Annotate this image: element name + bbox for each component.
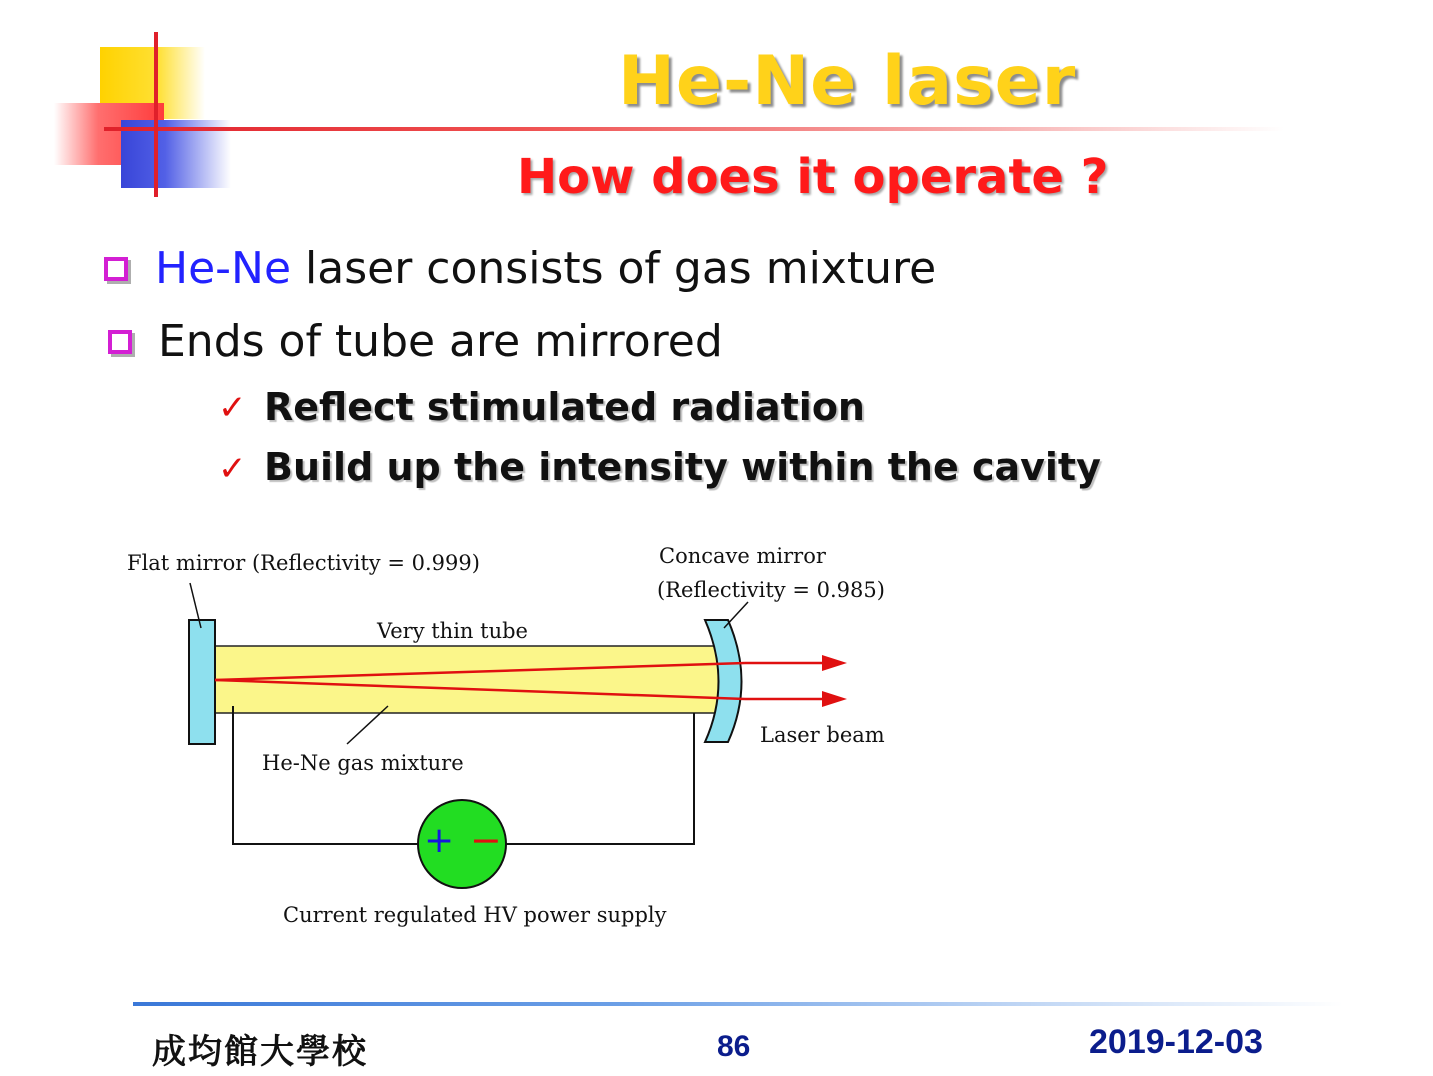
tube-label: Very thin tube — [377, 619, 528, 643]
check-icon: ✓ — [218, 388, 247, 428]
footer-divider-line — [133, 1002, 1343, 1006]
laser-tube — [214, 646, 729, 713]
power-supply-label: Current regulated HV power supply — [283, 903, 667, 927]
minus-sign: − — [470, 818, 502, 862]
footer-date: 2019-12-03 — [1089, 1023, 1263, 1061]
beam-arrow-icon — [822, 691, 847, 707]
sub-bullet-build-up: Build up the intensity within the cavity — [264, 445, 1101, 489]
page-number: 86 — [717, 1030, 751, 1063]
concave-mirror-pointer — [724, 602, 748, 628]
hene-highlight: He-Ne — [155, 243, 292, 294]
concave-mirror-label-line1: Concave mirror — [659, 544, 826, 568]
circuit-wire-left — [233, 706, 418, 844]
flat-mirror-label: Flat mirror (Reflectivity = 0.999) — [127, 551, 480, 575]
beam-arrow-icon — [822, 655, 847, 671]
gas-mixture-label: He-Ne gas mixture — [262, 751, 464, 775]
flat-mirror — [189, 620, 215, 744]
concave-mirror-label-line2: (Reflectivity = 0.985) — [657, 578, 885, 602]
bullet-item-mirrored-ends: Ends of tube are mirrored — [158, 316, 723, 367]
sub-bullet-reflect: Reflect stimulated radiation — [264, 385, 865, 429]
circuit-wire-right — [506, 713, 694, 844]
slide-subtitle: How does it operate ? — [517, 149, 1109, 205]
check-icon: ✓ — [218, 449, 247, 489]
laser-beam-label: Laser beam — [760, 723, 885, 747]
plus-sign: + — [424, 820, 455, 861]
slide-title: He-Ne laser — [618, 42, 1077, 121]
bullet-text: laser consists of gas mixture — [291, 243, 937, 294]
footer-school-name: 成均館大學校 — [152, 1032, 368, 1072]
